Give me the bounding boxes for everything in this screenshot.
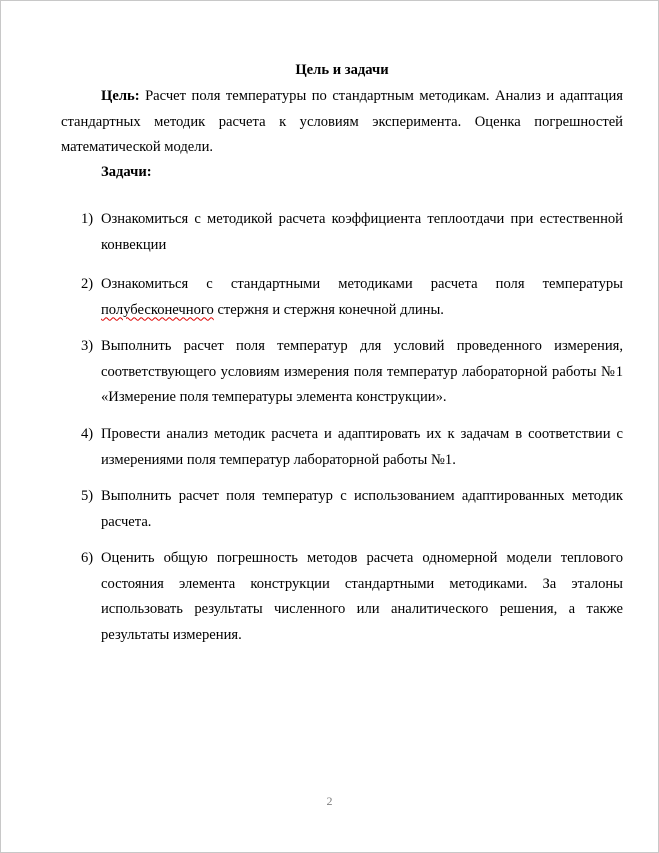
list-text: Выполнить расчет поля температур для условий проведенного измерения, соответствующего условиям измерения поля температур лабораторной работы №1 «Измерение поля температуры элемента конструкции». xyxy=(101,338,623,406)
list-number: 6) xyxy=(81,550,94,566)
list-number: 4) xyxy=(81,426,94,442)
misspelled-word[interactable]: полубесконечного xyxy=(101,301,214,318)
goal-paragraph xyxy=(61,84,623,161)
list-text-part: стержня и стержня конечной длины. xyxy=(213,301,444,318)
list-number: 1) xyxy=(81,211,94,227)
list-text-part: Ознакомиться с стандартными методиками расчета поля температуры xyxy=(101,276,623,292)
list-item xyxy=(81,207,623,258)
list-item xyxy=(81,272,623,323)
section-title: Цель и задачи xyxy=(295,62,389,78)
list-text: Провести анализ методик расчета и адаптировать их к задачам в соответствии с измерениями поля температур лабораторной работы №1. xyxy=(101,426,623,468)
tasks-heading: Задачи: xyxy=(101,164,152,180)
list-item xyxy=(81,484,623,535)
list-number: 3) xyxy=(81,338,94,354)
page-number: 2 xyxy=(326,794,333,808)
list-item xyxy=(81,546,623,648)
list-item xyxy=(81,334,623,411)
list-text: Ознакомиться с методикой расчета коэффициента теплоотдачи при естественной конвекции xyxy=(101,211,623,253)
list-text: Оценить общую погрешность методов расчета одномерной модели теплового состояния элемента конструкции стандартными методиками. За эталоны использовать результаты численного или аналитического решения, а также результаты измерения. xyxy=(101,550,623,643)
list-number: 5) xyxy=(81,488,94,504)
list-text: Выполнить расчет поля температур с использованием адаптированных методик расчета. xyxy=(101,488,623,530)
goal-text: Расчет поля температуры по стандартным методикам. Анализ и адаптация стандартных методик расчета к условиям эксперимента. Оценка погрешностей математической модели. xyxy=(61,88,623,156)
list-text xyxy=(101,272,623,323)
goal-label: Цель: xyxy=(101,88,140,104)
list-number: 2) xyxy=(81,276,94,292)
list-item xyxy=(81,422,623,473)
